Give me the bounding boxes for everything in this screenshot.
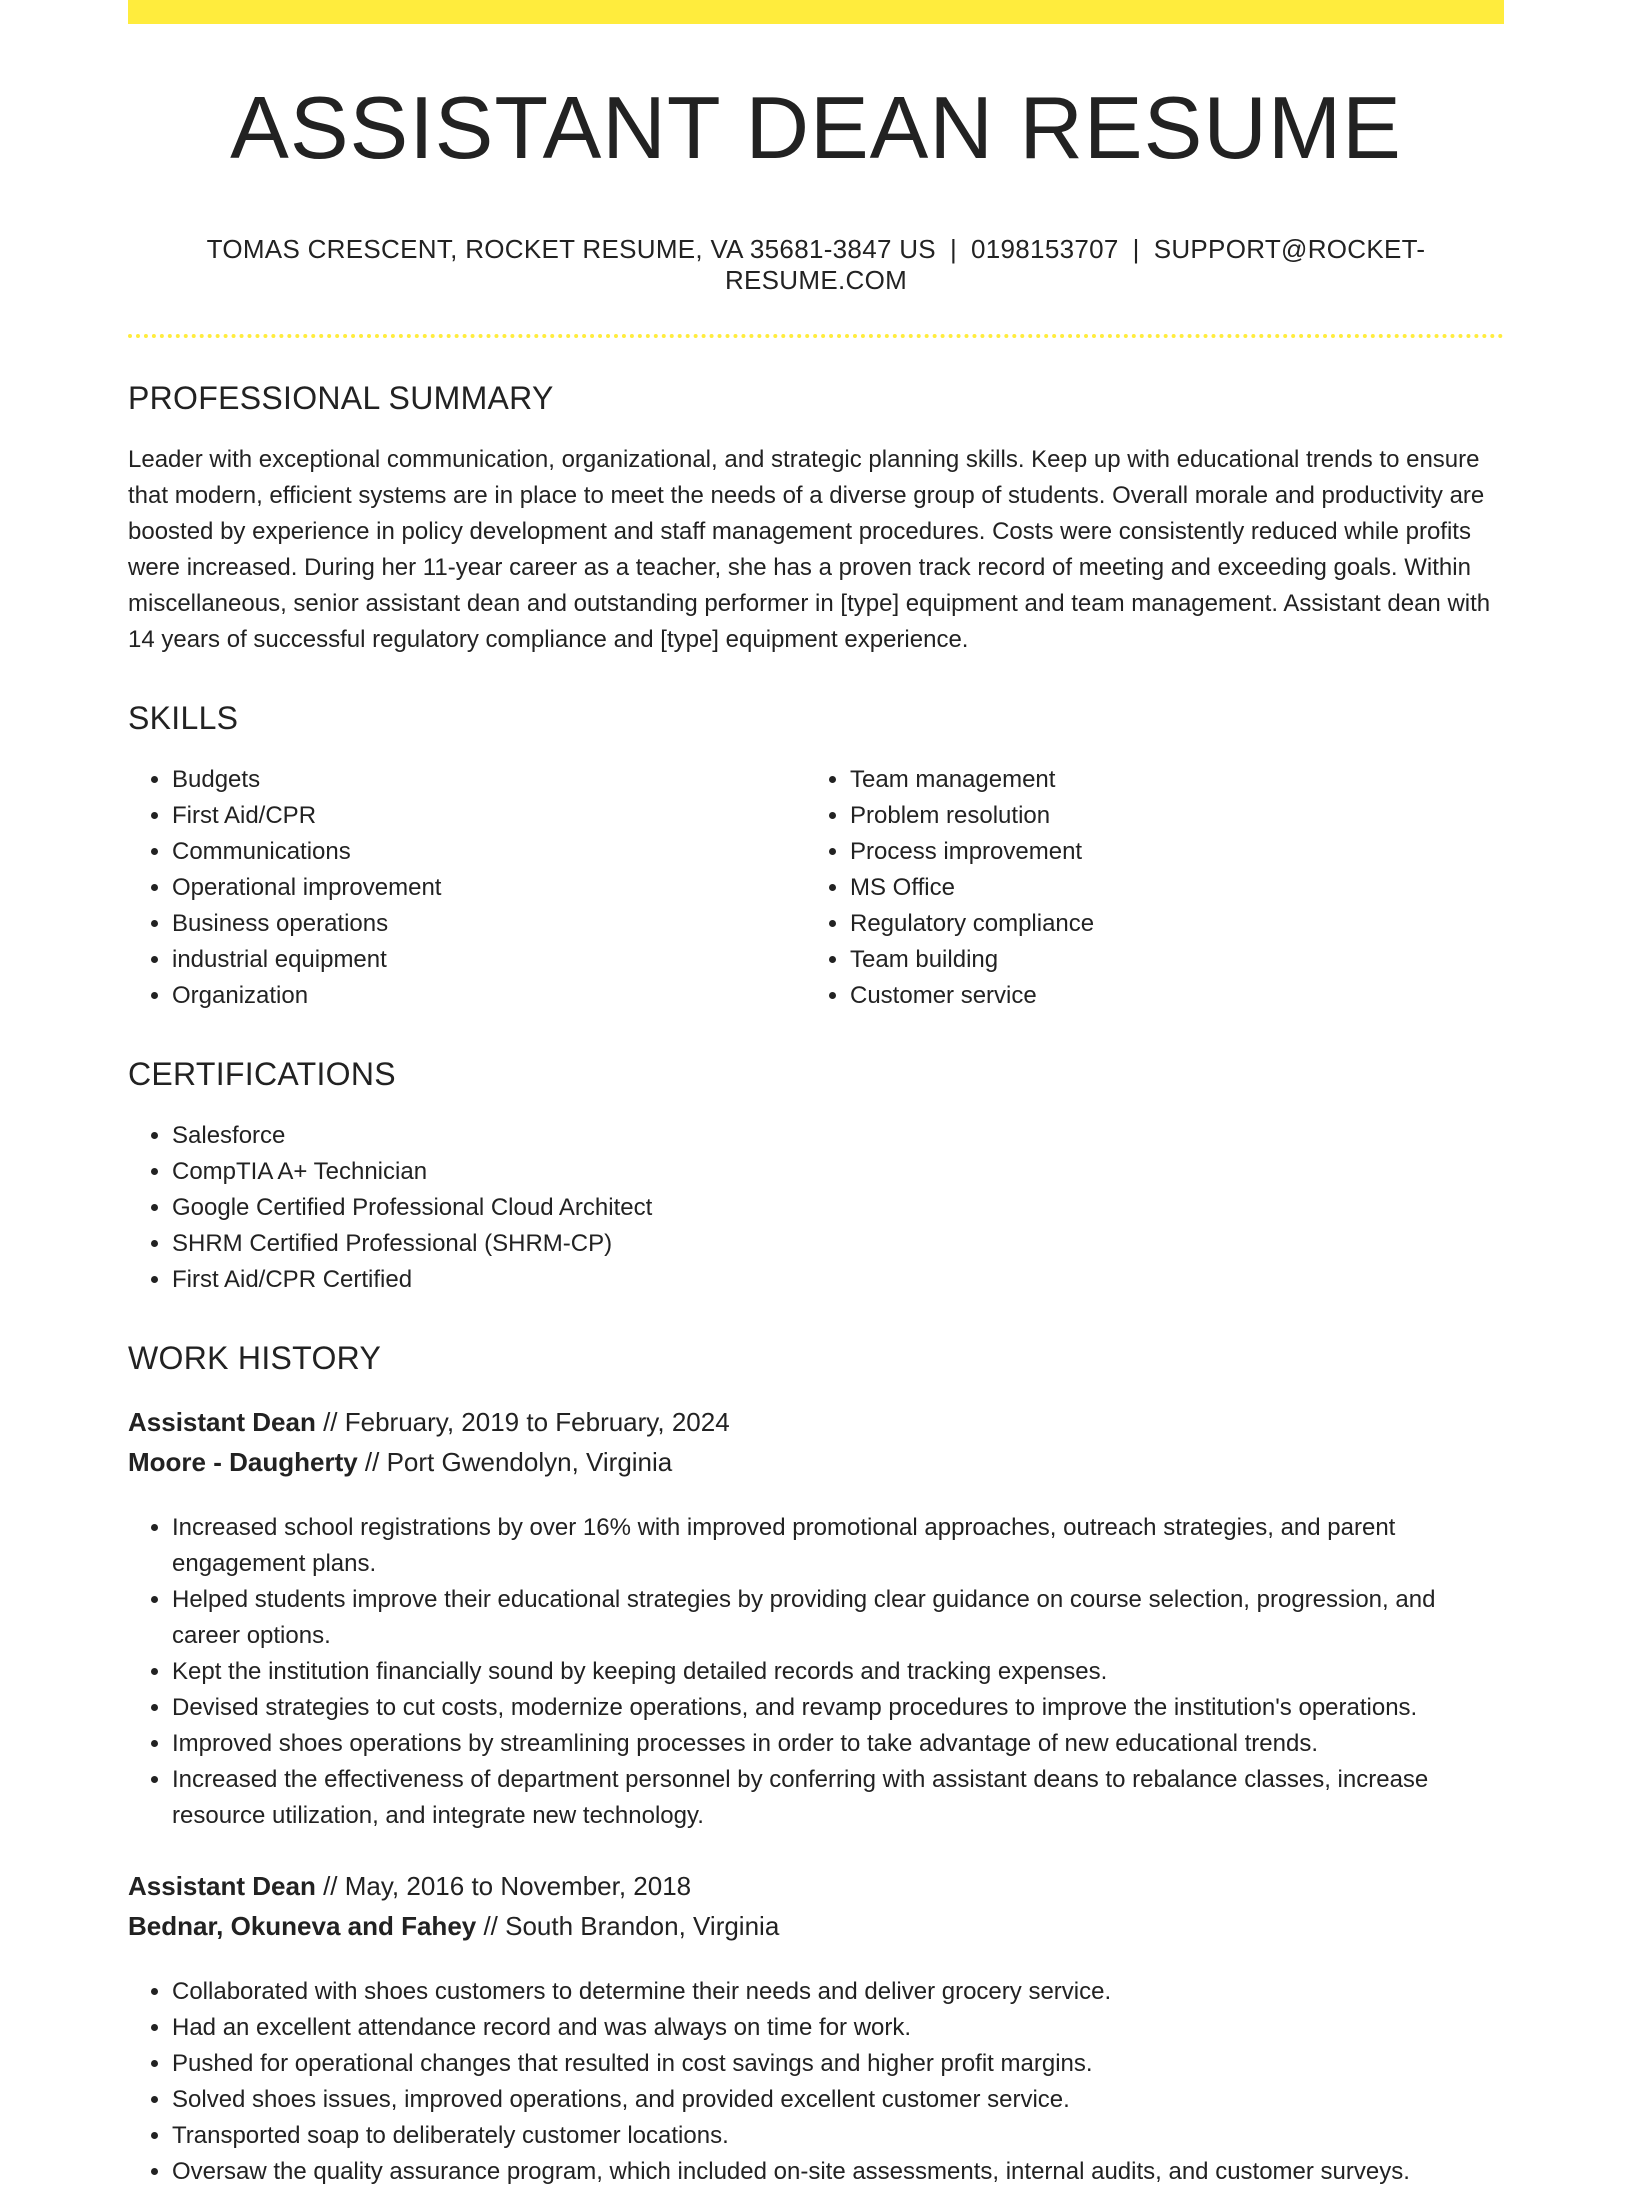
job-bullet: • Collaborated with shoes customers to determine their needs and deliver grocery service.: [172, 1974, 1504, 2010]
skill-item: • Team building: [850, 942, 1484, 978]
job-title-line: [128, 1402, 1504, 1442]
certification-item: • SHRM Certified Professional (SHRM-CP): [172, 1226, 1504, 1262]
job-bullet: • Transported soap to deliberately customer locations.: [172, 2118, 1504, 2154]
skill-item: • Communications: [172, 834, 806, 870]
certification-item: • First Aid/CPR Certified: [172, 1262, 1504, 1298]
job-bullet: • Had an excellent attendance record and was always on time for work.: [172, 2010, 1504, 2046]
skill-item: • Operational improvement: [172, 870, 806, 906]
job-company: Bednar, Okuneva and Fahey: [128, 1911, 477, 1941]
job-company-line: [128, 1442, 1504, 1482]
skill-item: • Business operations: [172, 906, 806, 942]
skill-item: • Budgets: [172, 762, 806, 798]
job-dates: // May, 2016 to November, 2018: [315, 1871, 692, 1901]
contact-phone: 0198153707: [971, 234, 1119, 264]
contact-line: [128, 234, 1504, 296]
skill-item: • Problem resolution: [850, 798, 1484, 834]
job-title: Assistant Dean: [128, 1407, 316, 1437]
certification-item: • CompTIA A+ Technician: [172, 1154, 1504, 1190]
job-location: // Port Gwendolyn, Virginia: [357, 1447, 673, 1477]
certification-item: • Google Certified Professional Cloud Architect: [172, 1190, 1504, 1226]
work-history-heading: WORK HISTORY: [128, 1340, 382, 1376]
job-bullet: • Devised strategies to cut costs, modernize operations, and revamp procedures to improve the institution's operations.: [172, 1690, 1504, 1726]
job-entry: [128, 1866, 1504, 2190]
job-company: Moore - Daugherty: [128, 1447, 358, 1477]
skills-list-left: [128, 762, 806, 1014]
skills-grid: [128, 762, 1504, 1014]
job-bullet-list: [128, 1510, 1504, 1834]
top-accent-bar: [128, 0, 1504, 24]
contact-separator: |: [1132, 234, 1140, 264]
job-bullet-list: [128, 1974, 1504, 2190]
skill-item: • Process improvement: [850, 834, 1484, 870]
skills-list-right: [806, 762, 1484, 1014]
job-bullet: • Oversaw the quality assurance program, which included on-site assessments, internal audits, and customer surveys.: [172, 2154, 1504, 2190]
skill-item: • Customer service: [850, 978, 1484, 1014]
job-bullet: • Improved shoes operations by streamlining processes in order to take advantage of new educational trends.: [172, 1726, 1504, 1762]
job-bullet: • Pushed for operational changes that resulted in cost savings and higher profit margins.: [172, 2046, 1504, 2082]
certifications-list: [128, 1118, 1504, 1298]
skill-item: • Organization: [172, 978, 806, 1014]
job-bullet: • Helped students improve their educational strategies by providing clear guidance on course selection, progression, and career options.: [172, 1582, 1504, 1654]
contact-separator: |: [949, 234, 958, 264]
job-title: Assistant Dean: [128, 1871, 316, 1901]
job-bullet: • Increased school registrations by over 16% with improved promotional approaches, outreach strategies, and parent engagement plans.: [172, 1510, 1504, 1582]
job-company-line: [128, 1906, 1504, 1946]
skill-item: • MS Office: [850, 870, 1484, 906]
skills-heading: SKILLS: [128, 700, 239, 736]
job-location: // South Brandon, Virginia: [476, 1911, 780, 1941]
skill-item: • First Aid/CPR: [172, 798, 806, 834]
job-dates: // February, 2019 to February, 2024: [315, 1407, 730, 1437]
summary-text: Leader with exceptional communication, organizational, and strategic planning skills. Keep up with educational trends to ensure that modern, efficient systems are in place to meet the needs of a diverse group of students. Overall morale and productivity are boosted by experience in policy development and staff management procedures. Costs were consistently reduced while profits were increased. During her 11-year career as a teacher, she has a proven track record of meeting and exceeding goals. Within miscellaneous, senior assistant dean and outstanding performer in [type] equipment and team management. Assistant dean with 14 years of successful regulatory compliance and [type] equipment experience.: [128, 446, 1491, 653]
resume-title: ASSISTANT DEAN RESUME: [230, 78, 1402, 177]
skill-item: • Team management: [850, 762, 1484, 798]
contact-email: SUPPORT@ROCKET-RESUME.COM: [724, 234, 1426, 295]
job-bullet: • Increased the effectiveness of department personnel by conferring with assistant deans to rebalance classes, increase resource utilization, and integrate new technology.: [172, 1762, 1504, 1834]
contact-address: TOMAS CRESCENT, ROCKET RESUME, VA 35681-3847 US: [206, 234, 936, 264]
job-bullet: • Solved shoes issues, improved operations, and provided excellent customer service.: [172, 2082, 1504, 2118]
job-title-line: [128, 1866, 1504, 1906]
job-bullet: • Kept the institution financially sound by keeping detailed records and tracking expenses.: [172, 1654, 1504, 1690]
certifications-heading: CERTIFICATIONS: [128, 1056, 396, 1092]
job-entry: [128, 1402, 1504, 1834]
header-divider: [128, 334, 1504, 338]
skill-item: • Regulatory compliance: [850, 906, 1484, 942]
resume-page: [128, 0, 1504, 2190]
skill-item: • industrial equipment: [172, 942, 806, 978]
summary-heading: PROFESSIONAL SUMMARY: [128, 380, 554, 416]
certification-item: • Salesforce: [172, 1118, 1504, 1154]
